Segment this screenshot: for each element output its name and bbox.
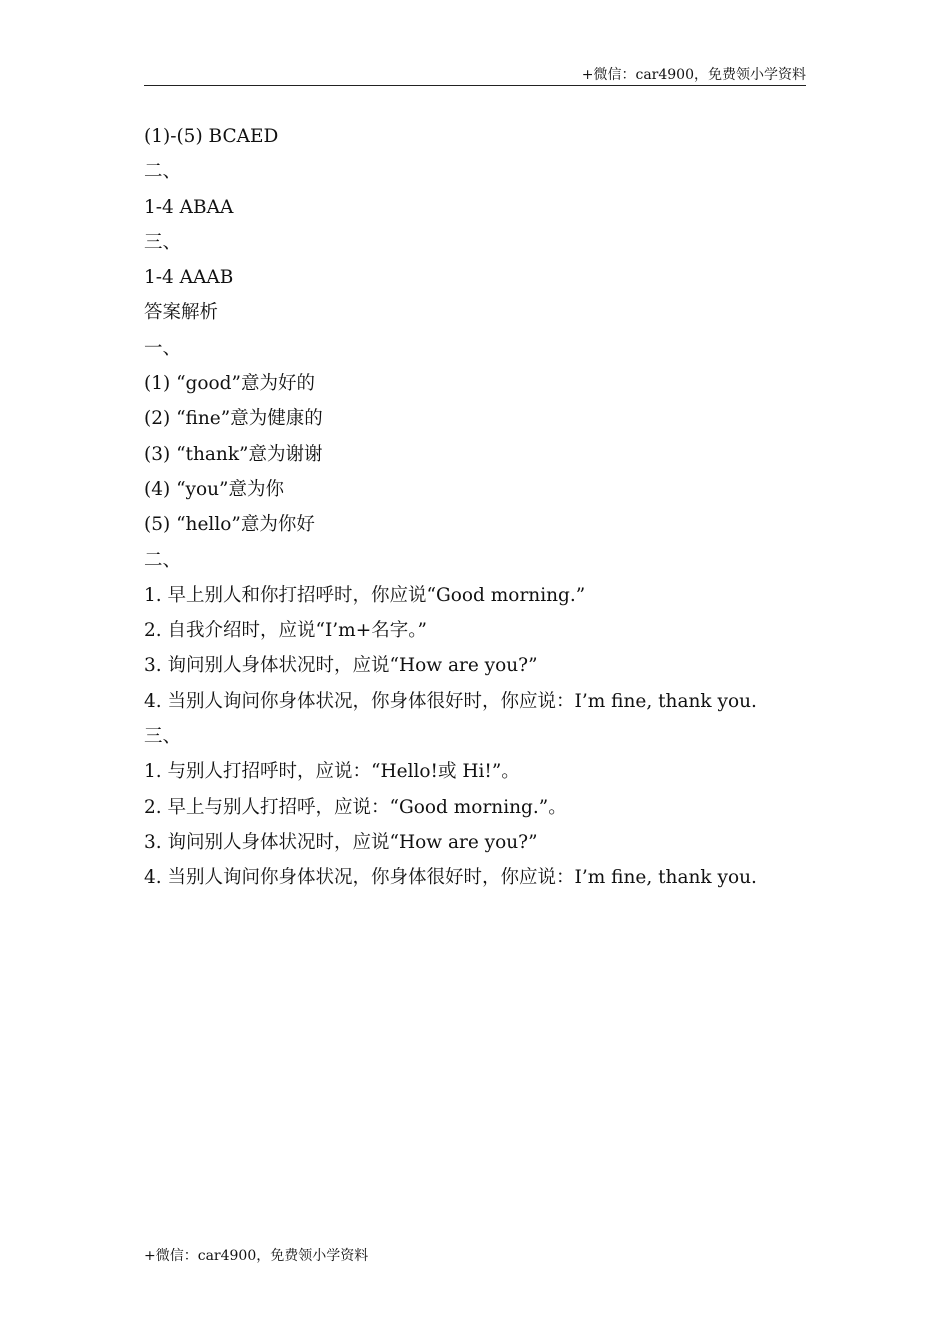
analysis-item: (4) “you”意为你 <box>144 478 285 500</box>
analysis-item: 1. 早上别人和你打招呼时，你应说“Good morning.” <box>144 584 586 606</box>
analysis-item: 1. 与别人打招呼时，应说：“Hello!或 Hi!”。 <box>144 761 520 783</box>
analysis-item: 3. 询问别人身体状况时，应说“How are you?” <box>144 831 538 853</box>
section-heading-3: 三、 <box>144 231 182 253</box>
analysis-item: (2) “fine”意为健康的 <box>144 408 323 430</box>
header-divider <box>144 85 806 86</box>
analysis-item: 3. 询问别人身体状况时，应说“How are you?” <box>144 655 538 677</box>
analysis-item: (1) “good”意为好的 <box>144 373 315 395</box>
analysis-section-heading-1: 一、 <box>144 337 182 359</box>
analysis-item: (3) “thank”意为谢谢 <box>144 443 323 465</box>
section-heading-2: 二、 <box>144 161 182 183</box>
document-body <box>144 122 824 899</box>
analysis-section-heading-2: 二、 <box>144 549 182 571</box>
analysis-item: (5) “hello”意为你好 <box>144 514 315 536</box>
answer-line-1-5: (1)-(5) BCAED <box>144 126 279 147</box>
analysis-title: 答案解析 <box>144 302 219 324</box>
page-header-text: +微信：car4900，免费领小学资料 <box>581 67 806 83</box>
analysis-item: 4. 当别人询问你身体状况，你身体很好时，你应说：I’m fine, thank you. <box>144 867 757 889</box>
analysis-item: 2. 自我介绍时，应说“I’m+名字。” <box>144 620 427 642</box>
answer-line-section-3: 1-4 AAAB <box>144 267 234 289</box>
analysis-item: 2. 早上与别人打招呼，应说：“Good morning.”。 <box>144 796 567 818</box>
page-footer-text: +微信：car4900，免费领小学资料 <box>144 1248 369 1264</box>
analysis-item: 4. 当别人询问你身体状况，你身体很好时，你应说：I’m fine, thank you. <box>144 690 757 712</box>
analysis-section-heading-3: 三、 <box>144 726 182 748</box>
answer-line-section-2: 1-4 ABAA <box>144 196 234 218</box>
